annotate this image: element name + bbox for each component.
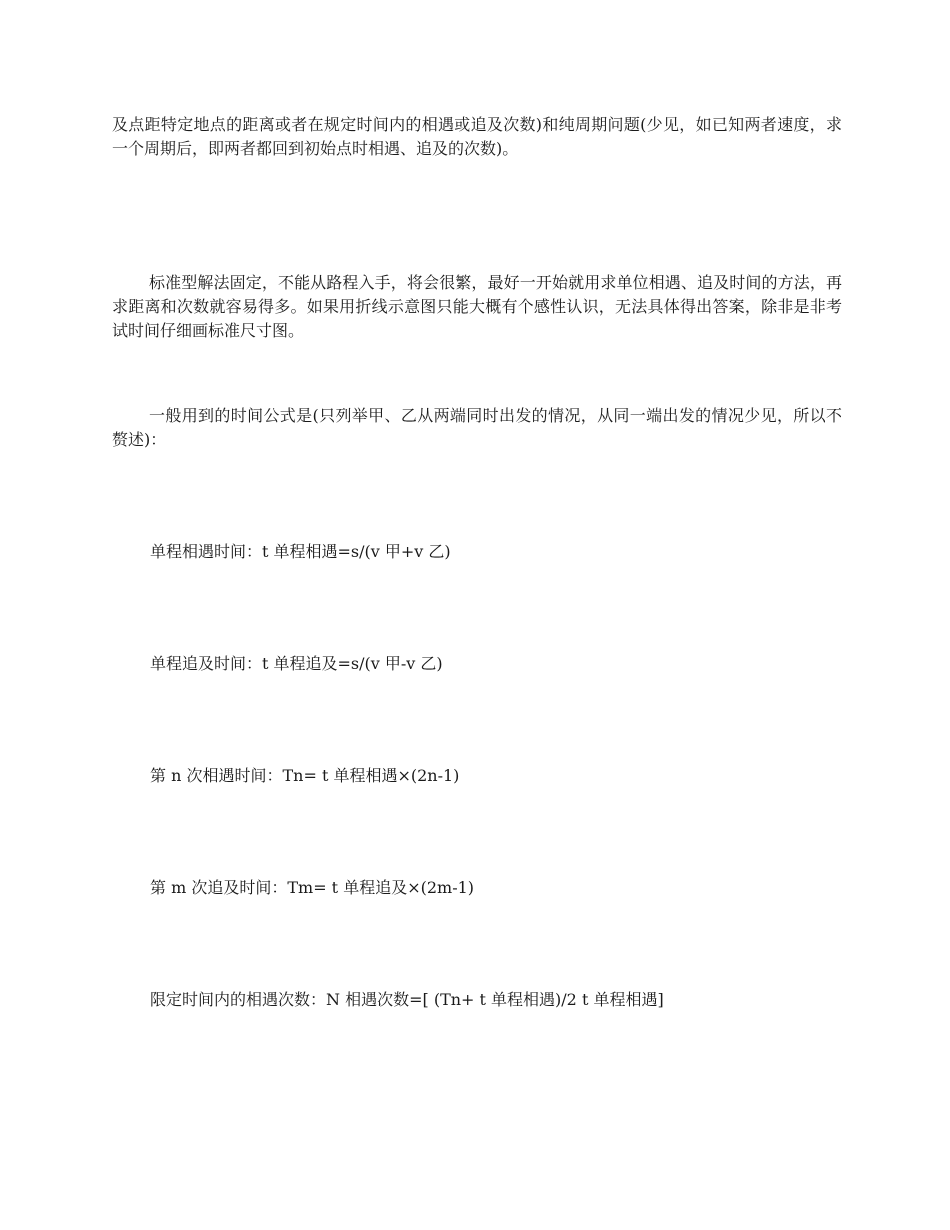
paragraph-intro-continuation: 及点距特定地点的距离或者在规定时间内的相遇或追及次数)和纯周期问题(少见，如已知两者速度，求一个周期后，即两者都回到初始点时相遇、追及的次数)。: [112, 115, 842, 158]
paragraph-time-formula-intro: 一般用到的时间公式是(只列举甲、乙从两端同时出发的情况，从同一端出发的情况少见，所以不赘述)：: [112, 406, 842, 449]
formula-meet-count: 限定时间内的相遇次数：N 相遇次数=[ (Tn+ t 单程相遇)/2 t 单程相遇]: [150, 990, 664, 1009]
formula-single-meet-time: 单程相遇时间：t 单程相遇=s/(v 甲+v 乙): [150, 542, 451, 561]
formula-single-chase-time: 单程追及时间：t 单程追及=s/(v 甲-v 乙): [150, 654, 443, 673]
formula-mth-chase-time: 第 m 次追及时间：Tm= t 单程追及×(2m-1): [150, 878, 475, 897]
formula-nth-meet-time: 第 n 次相遇时间：Tn= t 单程相遇×(2n-1): [150, 766, 460, 785]
paragraph-solution-method: 标准型解法固定，不能从路程入手，将会很繁，最好一开始就用求单位相遇、追及时间的方法，再求距离和次数就容易得多。如果用折线示意图只能大概有个感性认识，无法具体得出答案，除非是非考试时间仔细画标准尺寸图。: [112, 273, 842, 340]
